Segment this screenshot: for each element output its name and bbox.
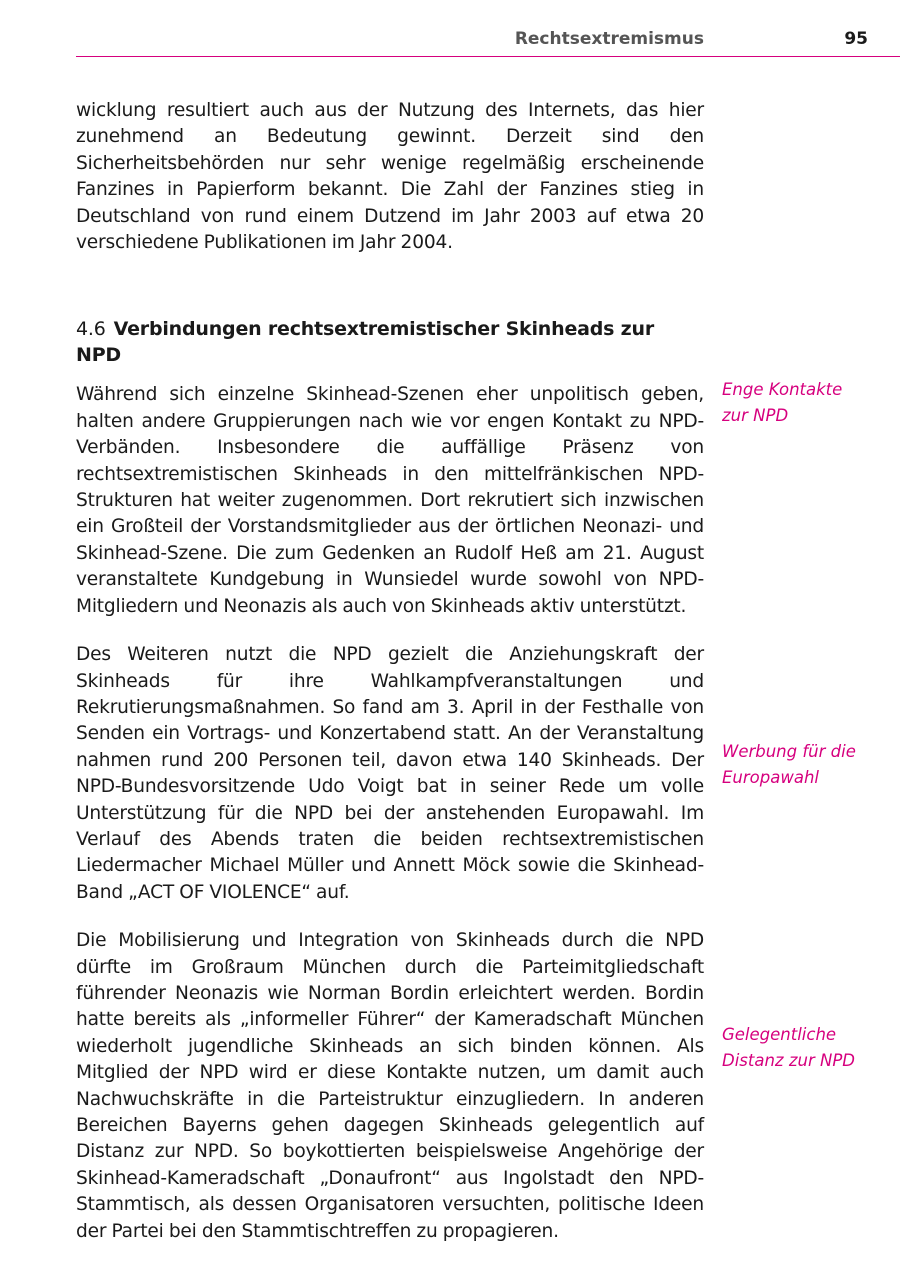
section-title: Verbindungen rechtsextremistischer Skinheads zur NPD: [76, 318, 655, 367]
margin-note-contacts: [722, 377, 892, 429]
margin-note-line: zur NPD: [722, 406, 789, 425]
paragraph-election: Des Weiteren nutzt die NPD gezielt die Anziehungskraft der Skinheads für ihre Wahlkampfveranstaltungen und Rekrutierungsmaßnahmen. So fand am 3. April in der Festhalle von Senden ein Vortrags- und Konzertabend statt. An der Veranstaltung nahmen rund 200 Personen teil, davon etwa 140 Skinheads. Der NPD-Bundesvorsitzende Udo Voigt bat in seiner Rede um volle Unterstützung für die NPD bei der anstehenden Europawahl. Im Verlauf des Abends traten die beiden rechtsextremistischen Liedermacher Michael Müller und Annett Möck sowie die Skinhead-Band „ACT OF VIOLENCE“ auf.: [76, 644, 704, 903]
margin-note-line: Werbung für die: [722, 742, 856, 761]
page-number: 95: [844, 29, 868, 49]
body-text: [76, 98, 704, 1267]
section-heading: [76, 316, 704, 368]
paragraph-fanzines: wicklung resultiert auch aus der Nutzung des Internets, das hier zunehmend an Bedeutung gewinnt. Derzeit sind den Sicherheitsbehörden nur sehr wenige regelmäßig erscheinende Fanzines in Papierform bekannt. Die Zahl der Fanzines stieg in Deutschland von rund einem Dutzend im Jahr 2003 auf etwa 20 verschiedene Publikationen im Jahr 2004.: [76, 100, 704, 254]
running-title: Rechtsextremismus: [514, 29, 704, 49]
section-number: 4.6: [76, 318, 106, 341]
margin-note-election: [722, 739, 892, 791]
margin-note-line: Enge Kontakte: [722, 380, 843, 399]
margin-note-line: Europawahl: [722, 768, 819, 787]
paragraph-contacts: Während sich einzelne Skinhead-Szenen eher unpolitisch geben, halten andere Gruppierungen nach wie vor engen Kontakt zu NPD-Verbänden. Insbesondere die auffällige Präsenz von rechtsextremistischen Skinheads in den mittelfränkischen NPD-Strukturen hat weiter zugenommen. Dort rekrutiert sich inzwischen ein Großteil der Vorstandsmitglieder aus der örtlichen Neonazi- und Skinhead-Szene. Die zum Gedenken an Rudolf Heß am 21. August veranstaltete Kundgebung in Wunsiedel wurde sowohl von NPD-Mitgliedern und Neonazis als auch von Skinheads aktiv unterstützt.: [76, 384, 704, 617]
page-header: [76, 28, 900, 57]
margin-note-distance: [722, 1022, 892, 1074]
paragraph-distance: Die Mobilisierung und Integration von Skinheads durch die NPD dürfte im Großraum München durch die Parteimitgliedschaft führender Neonazis wie Norman Bordin erleichtert werden. Bordin hatte bereits als „informeller Führer“ der Kameradschaft München wiederholt jugendliche Skinheads an sich binden können. Als Mitglied der NPD wird er diese Kontakte nutzen, um damit auch Nachwuchskräfte in die Parteistruktur einzugliedern. In anderen Bereichen Bayerns gehen dagegen Skinheads gelegentlich auf Distanz zur NPD. So boykottierten beispielsweise Angehörige der Skinhead-Kameradschaft „Donaufront“ aus Ingolstadt den NPD-Stammtisch, als dessen Organisatoren versuchten, politische Ideen der Partei bei den Stammtischtreffen zu propagieren.: [76, 930, 704, 1242]
margin-note-line: Distanz zur NPD: [722, 1051, 855, 1070]
margin-note-line: Gelegentliche: [722, 1025, 837, 1044]
